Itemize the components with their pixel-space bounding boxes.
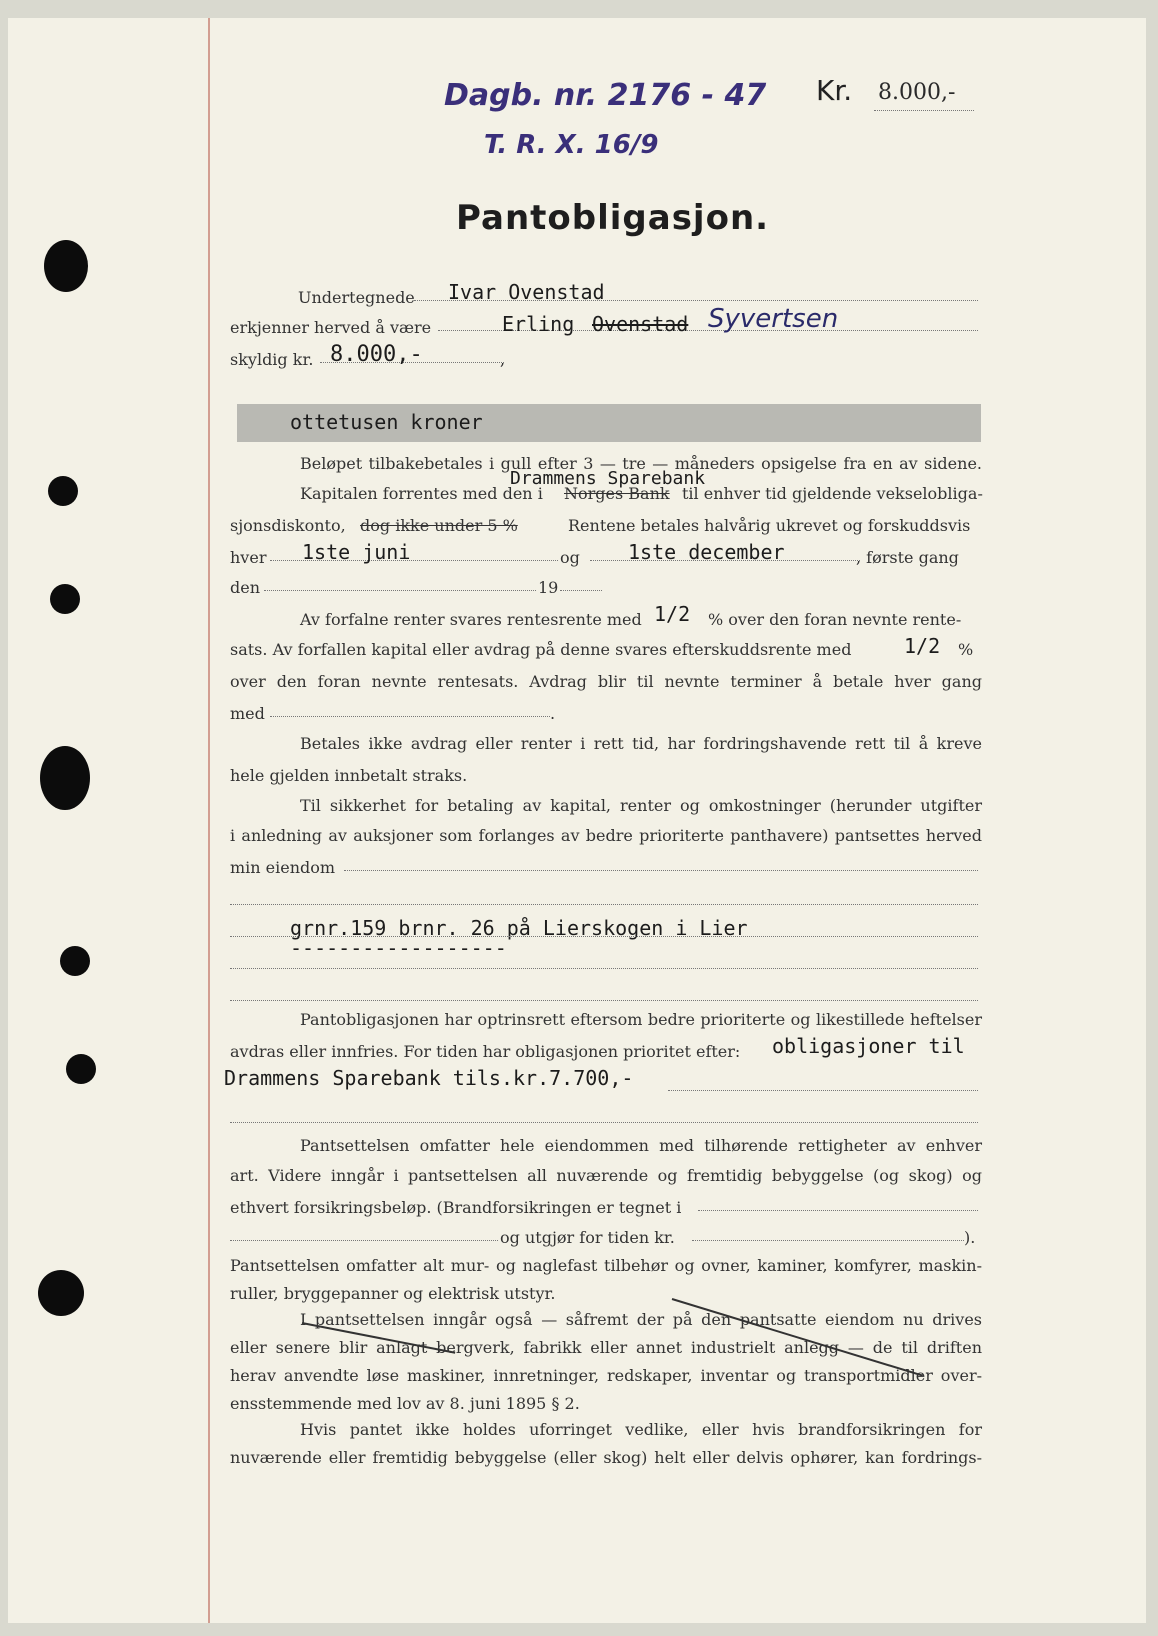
binder-hole-7	[38, 1270, 84, 1316]
paragraph-fixtures-2: ruller, bryggepanner og elektrisk utstyr.	[230, 1284, 556, 1303]
amount-value: 8.000,-	[878, 80, 956, 105]
binder-hole-6	[66, 1054, 96, 1084]
paragraph-scope: Pantsettelsen omfatter hele eiendommen med tilhørende rettigheter av enhver	[300, 1136, 982, 1155]
journal-stamp: Dagb. nr. 2176 - 47	[444, 78, 767, 113]
binder-hole-4	[40, 746, 90, 810]
forste-gang: , første gang	[856, 548, 959, 567]
paragraph-interest-a: Kapitalen forrentes med den i	[300, 484, 543, 503]
skyldig-value: 8.000,-	[330, 342, 423, 367]
paragraph-industrial-2: eller senere blir anlagt bergverk, fabrikk eller annet industrielt anlegg — de til driften	[230, 1338, 982, 1357]
den-label: den	[230, 578, 261, 597]
skyldig-label: skyldig kr.	[230, 350, 314, 369]
bank-struck: Norges Bank	[564, 484, 670, 503]
paragraph-default-end: hele gjelden innbetalt straks.	[230, 766, 468, 785]
hver-label: hver	[230, 548, 267, 567]
paragraph-industrial: I pantsettelsen inngår også — såfremt der på den pantsatte eiendom nu drives	[300, 1310, 982, 1329]
paragraph-industrial-3: herav anvendte løse maskiner, innretninger, redskaper, inventar og transportmidler over-	[230, 1366, 982, 1385]
overdue-pct: %	[958, 640, 974, 659]
paragraph-overdue-a: sats. Av forfallen kapital eller avdrag på denne svares efterskuddsrente med	[230, 640, 852, 659]
paragraph-med-end: .	[550, 704, 556, 723]
binder-hole-5	[60, 946, 90, 976]
paragraph-property-label: min eiendom	[230, 858, 336, 877]
paragraph-scope-2: art. Videre inngår i pantsettelsen all nuværende og fremtidig bebyggelse (og skog) og	[230, 1166, 982, 1185]
paragraph-insurance-2: og utgjør for tiden kr.	[500, 1228, 675, 1247]
binder-hole-1	[44, 240, 88, 292]
margin-line	[208, 18, 210, 1623]
paragraph-repayment: Beløpet tilbakebetales i gull efter 3 — tre — måneders opsigelse fra en av sidene.	[300, 454, 982, 473]
paragraph-med: med	[230, 704, 265, 723]
erkjenner-handwritten: Syvertsen	[708, 304, 839, 334]
undertegnede-value: Ivar Ovenstad	[448, 280, 605, 304]
binder-hole-2	[48, 476, 78, 506]
paragraph-security: Til sikkerhet for betaling av kapital, renter og omkostninger (herunder utgifter	[300, 796, 982, 815]
den-year: 19	[538, 578, 559, 597]
paragraph-insurance: ethvert forsikringsbeløp. (Brandforsikringen er tegnet i	[230, 1198, 682, 1217]
registry-stamp: T. R. X. 16/9	[484, 130, 659, 160]
binder-hole-3	[50, 584, 80, 614]
overdue-rate: 1/2	[904, 634, 941, 658]
paragraph-discount-a: sjonsdiskonto,	[230, 516, 346, 535]
property-underline: ------------------	[290, 936, 507, 960]
document-page	[8, 18, 1146, 1623]
og-label: og	[560, 548, 580, 567]
paragraph-maintenance: Hvis pantet ikke holdes uforringet vedlike, eller hvis brandforsikringen for	[300, 1420, 982, 1439]
paragraph-insurance-end: ).	[964, 1228, 976, 1247]
priority-typed: obligasjoner til	[772, 1034, 965, 1058]
priority-bank: Drammens Sparebank tils.kr.7.700,-	[224, 1066, 634, 1090]
paragraph-discount-b: Rentene betales halvårig ukrevet og forskuddsvis	[568, 516, 971, 535]
hver-value: 1ste juni	[302, 540, 411, 564]
erkjenner-label: erkjenner herved å være	[230, 318, 432, 337]
undertegnede-label: Undertegnede	[298, 288, 415, 307]
paragraph-fixtures: Pantsettelsen omfatter alt mur- og naglefast tilbehør og ovner, kaminer, komfyrer, maskin-	[230, 1256, 982, 1275]
paragraph-maintenance-2: nuværende eller fremtidig bebyggelse (eller skog) helt eller delvis ophører, kan fordrings-	[230, 1448, 982, 1467]
erkjenner-struck: Ovenstad	[592, 312, 689, 336]
amount-in-words: ottetusen kroner	[290, 410, 483, 434]
discount-struck: dog ikke under 5 %	[360, 516, 518, 535]
late-interest-rate: 1/2	[654, 602, 691, 626]
property-description: grnr.159 brnr. 26 på Lierskogen i Lier	[290, 916, 748, 940]
paragraph-default: Betales ikke avdrag eller renter i rett tid, har fordringshavende rett til å kreve	[300, 734, 982, 753]
paragraph-industrial-4: ensstemmende med lov av 8. juni 1895 § 2.	[230, 1394, 580, 1413]
erkjenner-value: Erling	[502, 312, 575, 336]
paragraph-terms: over den foran nevnte rentesats. Avdrag blir til nevnte terminer å betale hver gang	[230, 672, 982, 691]
paragraph-security-2: i anledning av auksjoner som forlanges av bedre prioriterte panthavere) pantsettes herved	[230, 826, 982, 845]
paragraph-late-interest-a: Av forfalne renter svares rentesrente med	[300, 610, 642, 629]
skyldig-comma: ,	[500, 350, 506, 369]
paragraph-late-interest-b: % over den foran nevnte rente-	[708, 610, 962, 629]
document-title: Pantobligasjon.	[456, 198, 770, 238]
bank-typed-over: Drammens Sparebank	[510, 468, 706, 489]
paragraph-interest-b: til enhver tid gjeldende vekselobliga-	[682, 484, 983, 503]
paragraph-priority: Pantobligasjonen har optrinsrett eftersom bedre prioriterte og likestillede heftelser	[300, 1010, 982, 1029]
amount-label: Kr.	[816, 74, 853, 107]
og-value: 1ste december	[628, 540, 785, 564]
paragraph-priority-2: avdras eller innfries. For tiden har obligasjonen prioritet efter:	[230, 1042, 741, 1061]
